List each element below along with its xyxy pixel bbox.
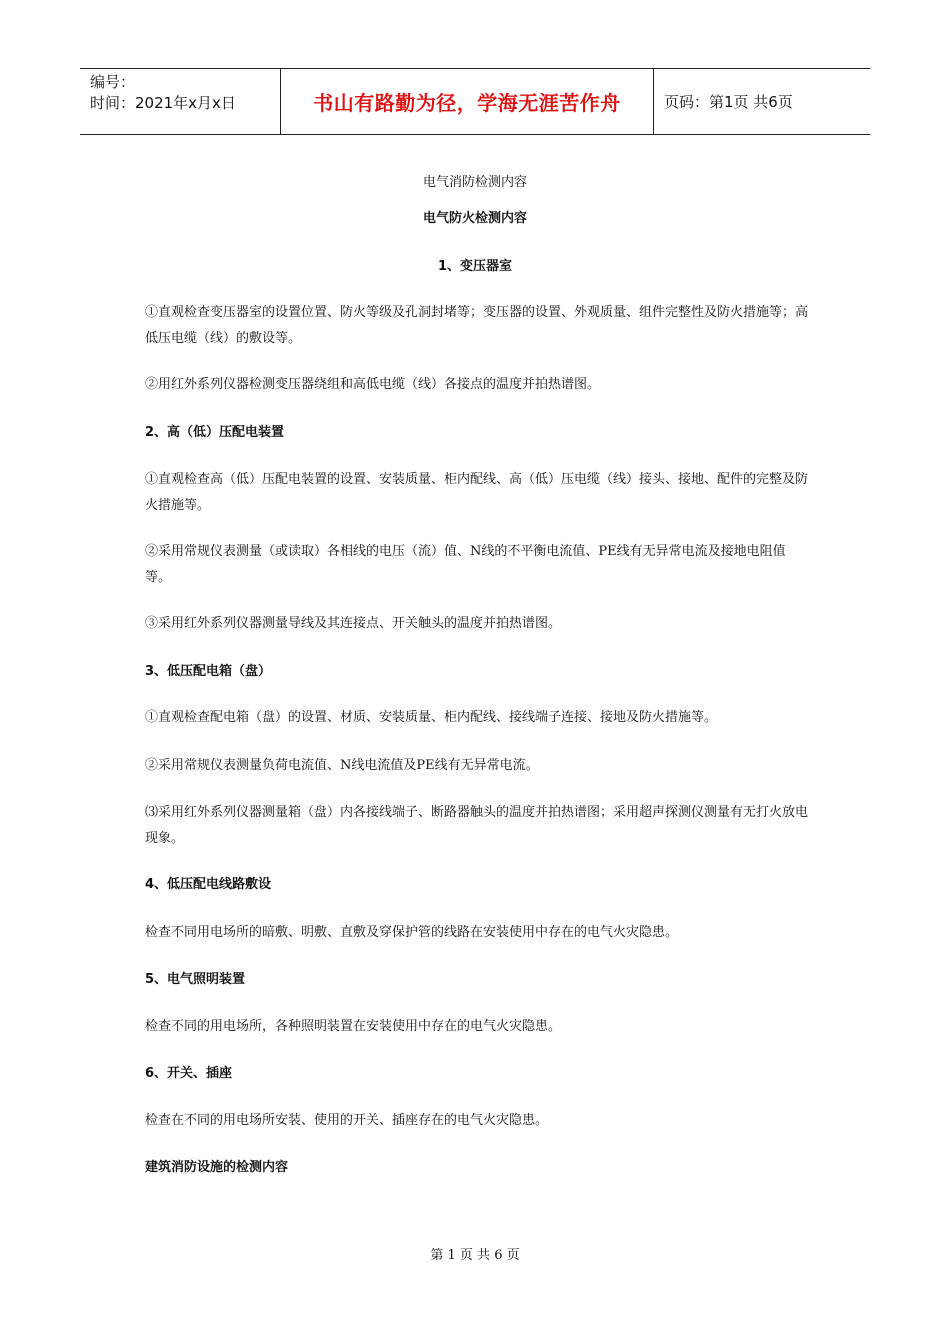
section-1-para-2: ②用红外系列仪器检测变压器绕组和高低电缆（线）各接点的温度并拍热谱图。	[145, 377, 601, 392]
page-footer: 第 1 页 共 6 页	[430, 1248, 520, 1263]
section-3-heading: 3、低压配电箱（盘）	[145, 664, 272, 679]
section-3-para-2: ②采用常规仪表测量负荷电流值、N线电流值及PE线有无异常电流。	[145, 758, 539, 773]
header-meta	[80, 69, 281, 134]
section-2-heading: 2、高（低）压配电装置	[145, 425, 285, 440]
motto-text: 书山有路勤为径，学海无涯苦作舟	[313, 91, 621, 115]
section-4-para-1: 检查不同用电场所的暗敷、明敷、直敷及穿保护管的线路在安装使用中存在的电气火灾隐患。	[145, 925, 679, 940]
time-label: 时间：2021年x月x日	[90, 94, 236, 112]
doc-subtitle: 电气防火检测内容	[422, 211, 527, 226]
section-5-heading: 5、电气照明装置	[145, 972, 246, 987]
page-label: 页码：第1页 共6页	[664, 93, 793, 111]
section-3-para-3: ⑶采用红外系列仪器测量箱（盘）内各接线端子、断路器触头的温度并拍热谱图；采用超声探测仪测量有无打火放电现象。	[145, 805, 809, 846]
section-2-para-2: ②采用常规仪表测量（或读取）各相线的电压（流）值、N线的不平衡电流值、PE线有无异常电流及接地电阻值等。	[145, 544, 786, 585]
section-7-heading: 建筑消防设施的检测内容	[145, 1160, 289, 1175]
document-header	[80, 68, 870, 135]
section-6-heading: 6、开关、插座	[145, 1066, 233, 1081]
section-1-heading: 1、变压器室	[437, 259, 513, 274]
number-label: 编号：	[90, 73, 136, 91]
section-4-heading: 4、低压配电线路敷设	[145, 877, 272, 892]
section-6-para-1: 检查在不同的用电场所安装、使用的开关、插座存在的电气火灾隐患。	[145, 1113, 549, 1128]
section-2-para-1: ①直观检查高（低）压配电装置的设置、安装质量、柜内配线、高（低）压电缆（线）接头、接地、配件的完整及防火措施等。	[145, 472, 809, 513]
doc-title: 电气消防检测内容	[422, 175, 527, 190]
section-5-para-1: 检查不同的用电场所，各种照明装置在安装使用中存在的电气火灾隐患。	[145, 1019, 562, 1034]
section-1-para-1: ①直观检查变压器室的设置位置、防火等级及孔洞封堵等；变压器的设置、外观质量、组件完整性及防火措施等；高低压电缆（线）的敷设等。	[145, 305, 809, 346]
header-motto	[281, 69, 654, 134]
section-2-para-3: ③采用红外系列仪器测量导线及其连接点、开关触头的温度并拍热谱图。	[145, 616, 562, 631]
header-page	[654, 69, 870, 134]
section-3-para-1: ①直观检查配电箱（盘）的设置、材质、安装质量、柜内配线、接线端子连接、接地及防火措施等。	[145, 710, 718, 725]
